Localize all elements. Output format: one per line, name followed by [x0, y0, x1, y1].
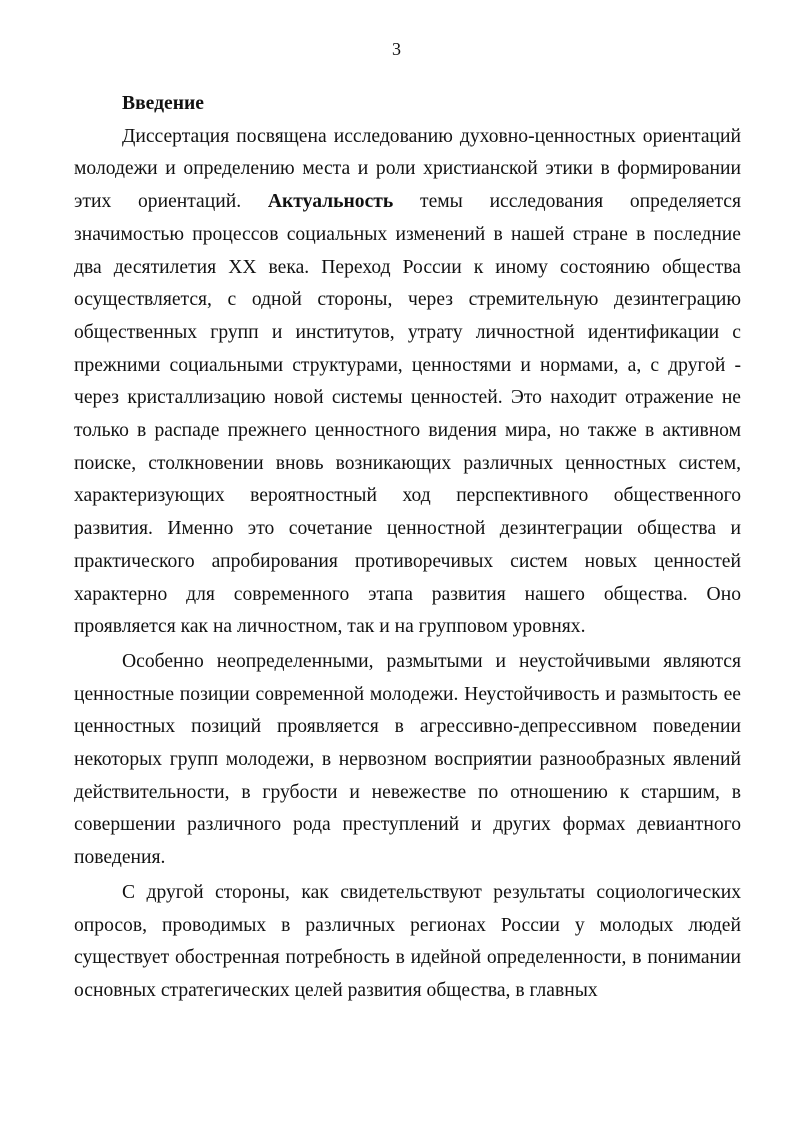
page-content: [74, 88, 741, 1008]
paragraph-1-part-1: Диссертация посвящена исследованию духовно-ценностных ориентаций молодежи и определению места и роли христианской этики в формировании этих ориентаций.: [74, 125, 741, 213]
page-number: 3: [392, 39, 401, 59]
paragraph-2: Особенно неопределенными, размытыми и неустойчивыми являются ценностные позиции современной молодежи. Неустойчивость и размытость ее ценностных позиций проявляется в агрессивно-депрессивном поведении некоторых групп молодежи, в нервозном восприятии разнообразных явлений действительности, в грубости и невежестве по отношению к старшим, в совершении различного рода преступлений и других формах девиантного поведения.: [74, 650, 741, 869]
paragraph-1: [74, 121, 741, 644]
paragraph-1-part-2: темы исследования определяется значимостью процессов социальных изменений в нашей стране в последние два десятилетия XX века. Переход России к иному состоянию общества осуществляется, с одной стороны, через стремительную дезинтеграцию общественных групп и институтов, утрату личностной идентификации с прежними социальными структурами, ценностями и нормами, а, с другой - через кристаллизацию новой системы ценностей. Это находит отражение не только в распаде прежнего ценностного видения мира, но также в активном поиске, столкновении вновь возникающих различных ценностных систем, характеризующих вероятностный ход перспективного общественного развития. Именно это сочетание ценностной дезинтеграции общества и практического апробирования противоречивых систем новых ценностей характерно для современного этапа развития нашего общества. Оно проявляется как на личностном, так и на групповом уровнях.: [74, 191, 742, 638]
paragraph-3: С другой стороны, как свидетельствуют результаты социологических опросов, проводимых в различных регионах России у молодых людей существует обостренная потребность в идейной определенности, в понимании основных стратегических целей развития общества, в главных: [74, 881, 741, 1001]
section-heading: Введение: [122, 93, 204, 114]
paragraph-1-bold-term: Актуальность: [267, 191, 394, 213]
